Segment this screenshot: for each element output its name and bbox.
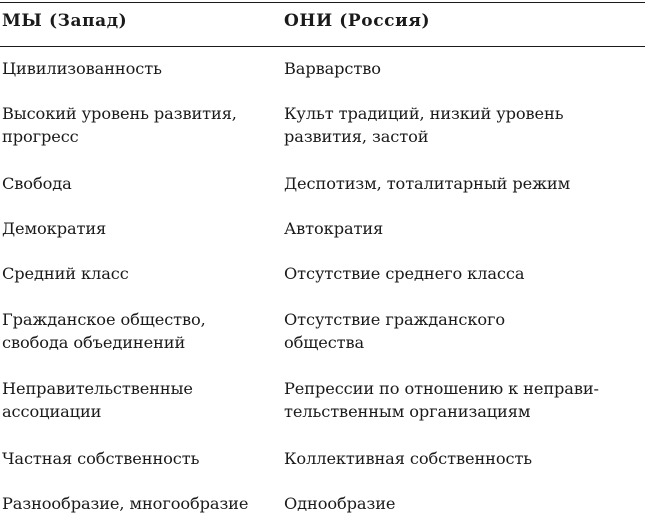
row-1-right-line-1: Варварство [284,59,381,78]
row-9-left [2,492,248,515]
row-6-left-line-2: свобода объединений [2,333,186,352]
row-1-left-line-1: Цивилизованность [2,59,162,78]
row-5-left-line-1: Средний класс [2,264,129,283]
row-6-left [2,308,206,354]
row-2-left-line-1: Высокий уровень развития, [2,104,237,123]
row-9-right-line-1: Однообразие [284,494,396,513]
row-3-right-line-1: Деспотизм, тоталитарный режим [284,174,571,193]
row-8-right-line-1: Коллективная собственность [284,449,533,468]
row-6-right [284,308,505,354]
row-9-right [284,492,395,515]
row-3-left-line-1: Свобода [2,174,72,193]
row-6-right-line-1: Отсутствие гражданского [284,310,506,329]
table-header-rule [0,46,645,47]
row-2-left-line-2: прогресс [2,127,79,146]
row-8-left [2,447,199,470]
row-3-right [284,172,570,195]
row-5-left [2,262,129,285]
row-9-left-line-1: Разнообразие, многообразие [2,494,249,513]
row-8-left-line-1: Частная собственность [2,449,200,468]
row-6-right-line-2: общества [284,333,365,352]
row-8-right [284,447,532,470]
row-4-left [2,217,106,240]
row-7-left-line-2: ассоциации [2,402,102,421]
row-2-left [2,102,237,148]
header-right: ОНИ (Россия) [284,11,431,31]
row-7-left [2,377,193,423]
row-2-right [284,102,563,148]
row-2-right-line-1: Культ традиций, низкий уровень [284,104,564,123]
row-7-right [284,377,599,423]
table-top-rule [0,2,645,3]
header-left: МЫ (Запад) [2,11,128,31]
row-2-right-line-2: развития, застой [284,127,429,146]
row-7-right-line-2: тельственным организациям [284,402,531,421]
row-4-right-line-1: Автократия [284,219,384,238]
row-3-left [2,172,72,195]
row-5-right [284,262,524,285]
row-4-left-line-1: Демократия [2,219,107,238]
row-7-left-line-1: Неправительственные [2,379,193,398]
row-1-right [284,57,381,80]
row-6-left-line-1: Гражданское общество, [2,310,206,329]
row-5-right-line-1: Отсутствие среднего класса [284,264,525,283]
row-7-right-line-1: Репрессии по отношению к неправи- [284,379,599,398]
row-4-right [284,217,383,240]
row-1-left [2,57,162,80]
